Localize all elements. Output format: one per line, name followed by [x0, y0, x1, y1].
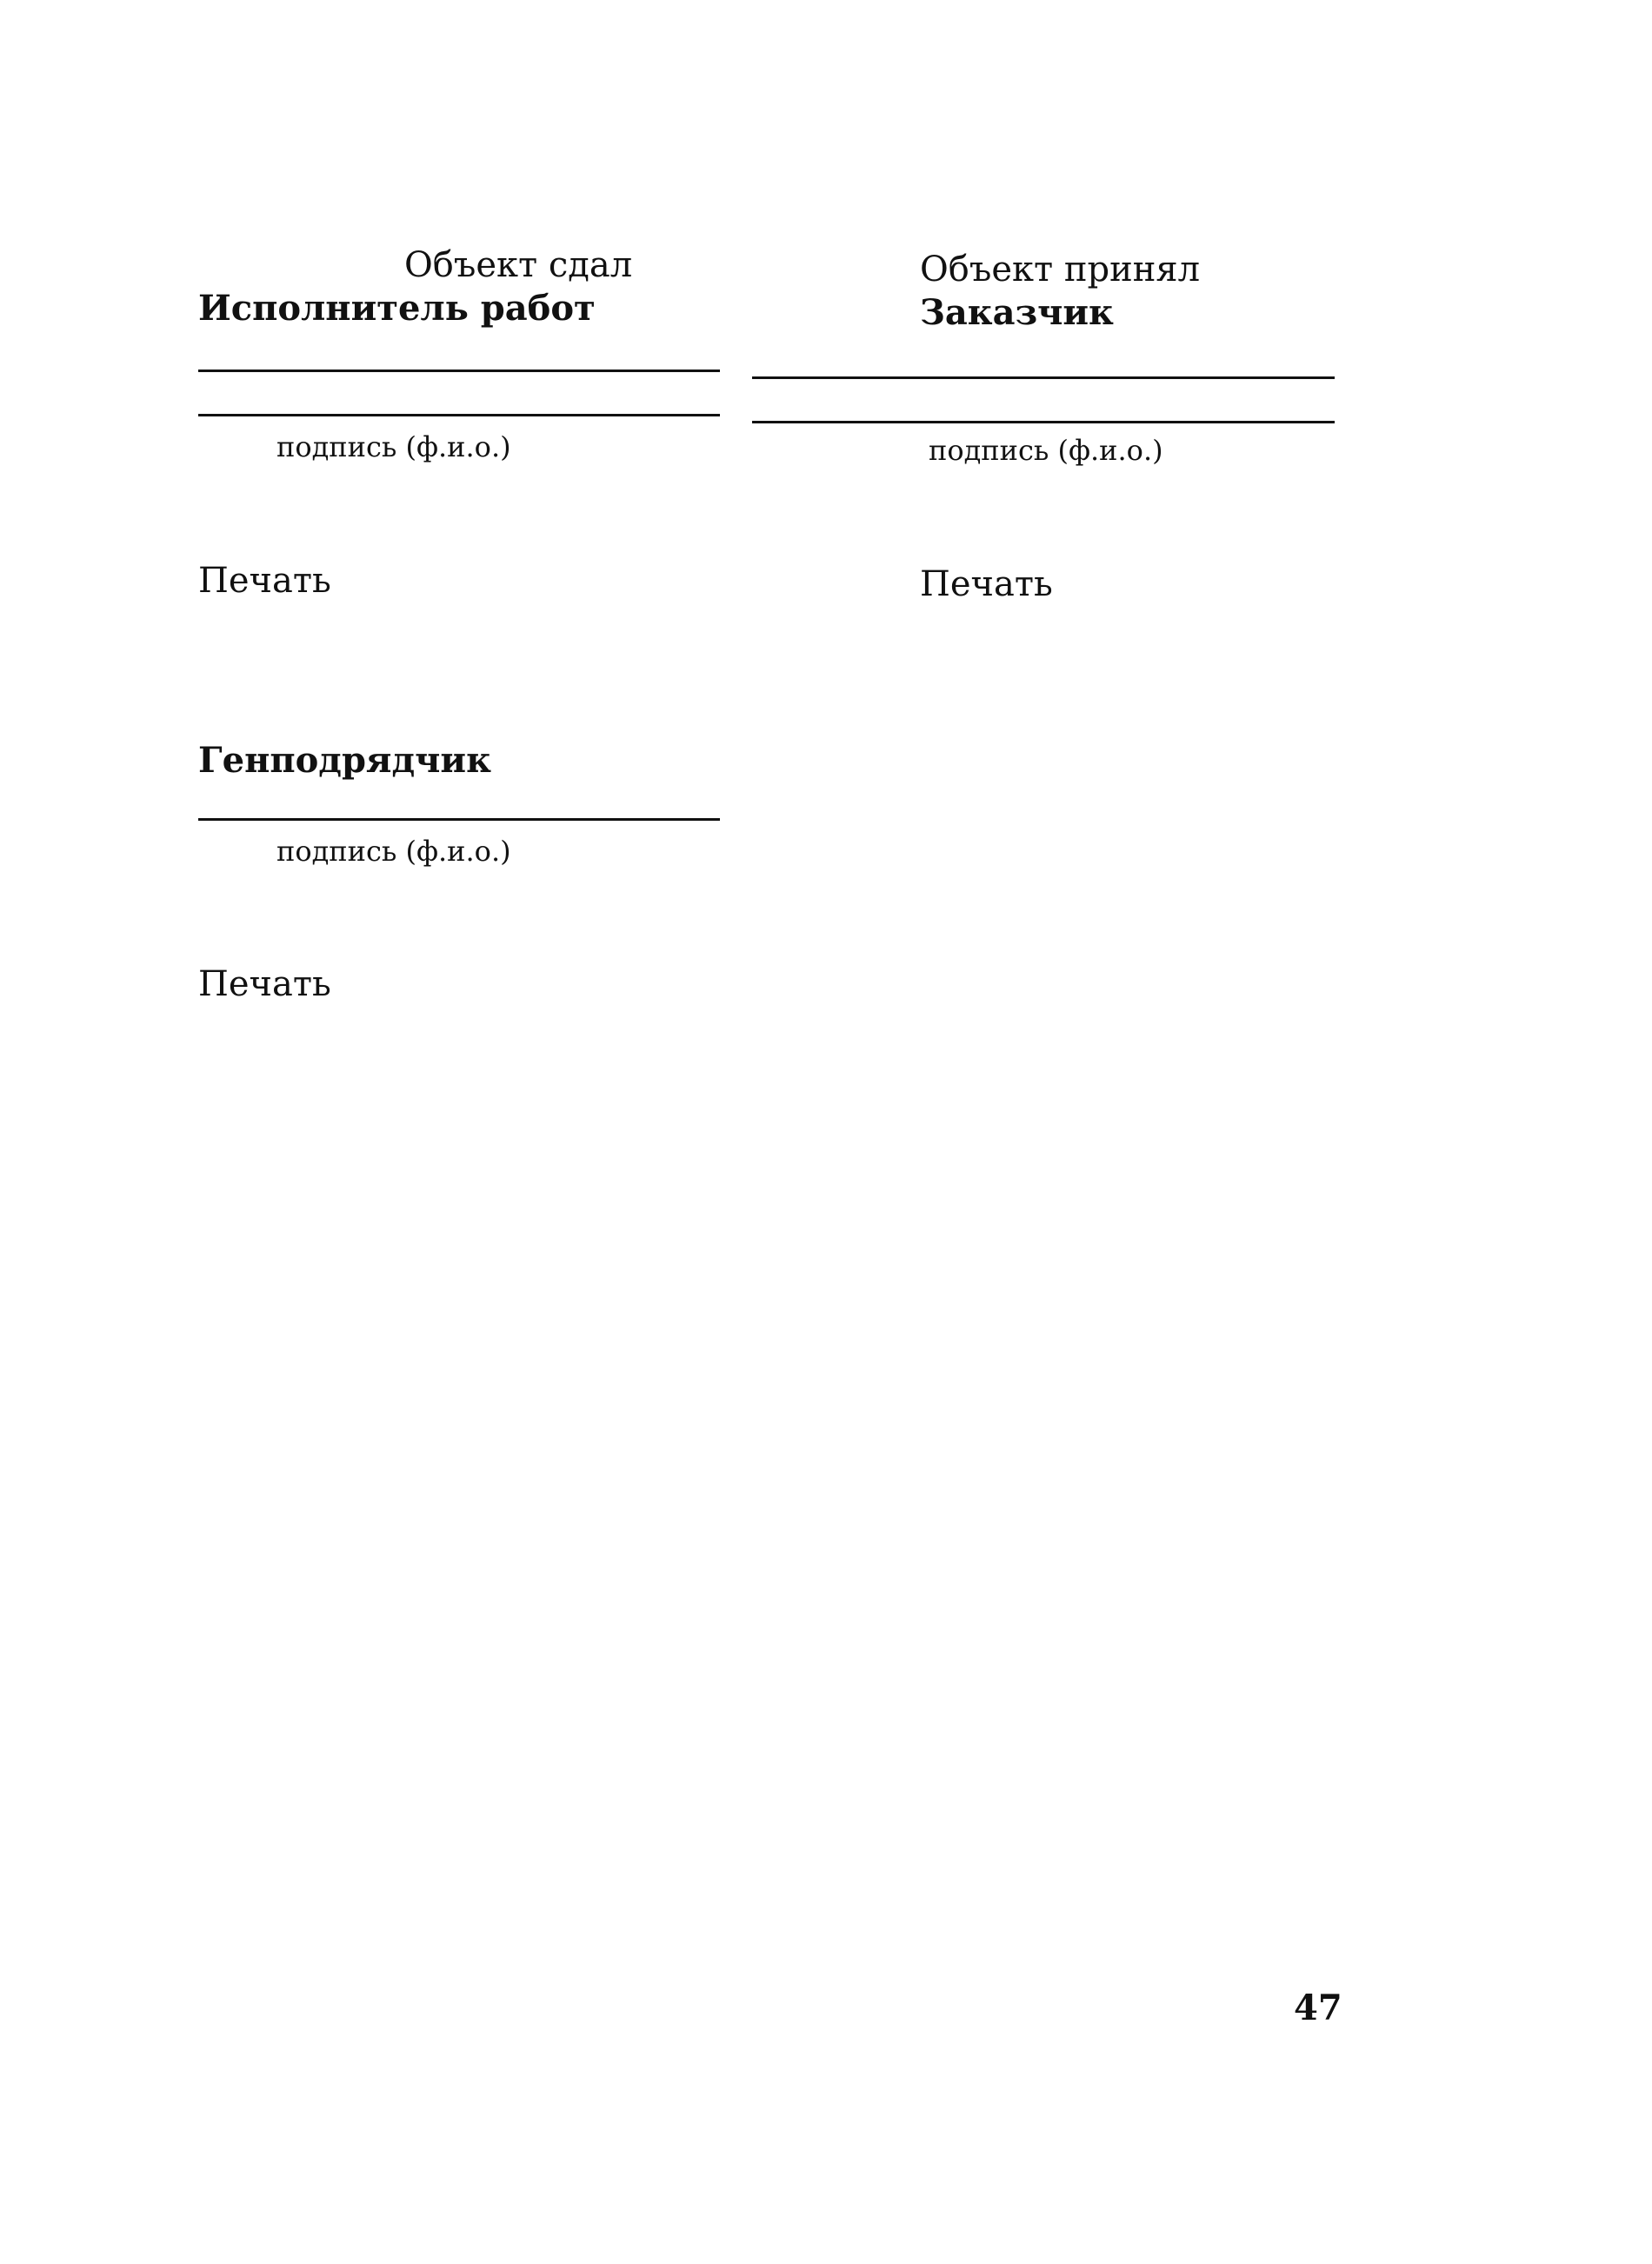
bottom-stamp-label: Печать [198, 964, 331, 1004]
left-signature-line-1 [198, 370, 720, 372]
right-signature-line-1 [752, 376, 1335, 379]
bottom-role-heading: Генподрядчик [198, 740, 491, 781]
left-stamp-label: Печать [198, 561, 331, 601]
right-role-heading: Заказчик [920, 292, 1114, 333]
bottom-signature-line [198, 818, 720, 821]
right-stamp-label: Печать [920, 564, 1053, 604]
right-signature-hint: подпись (ф.и.о.) [929, 434, 1163, 467]
page-number: 47 [1294, 1988, 1342, 2028]
bottom-signature-hint: подпись (ф.и.о.) [276, 835, 511, 868]
right-signature-line-2 [752, 421, 1335, 423]
left-caption: Объект сдал [404, 245, 633, 285]
left-signature-hint: подпись (ф.и.о.) [276, 430, 511, 463]
left-role-heading: Исполнитель работ [198, 288, 596, 329]
left-signature-line-2 [198, 414, 720, 416]
right-caption: Объект принял [920, 250, 1201, 290]
